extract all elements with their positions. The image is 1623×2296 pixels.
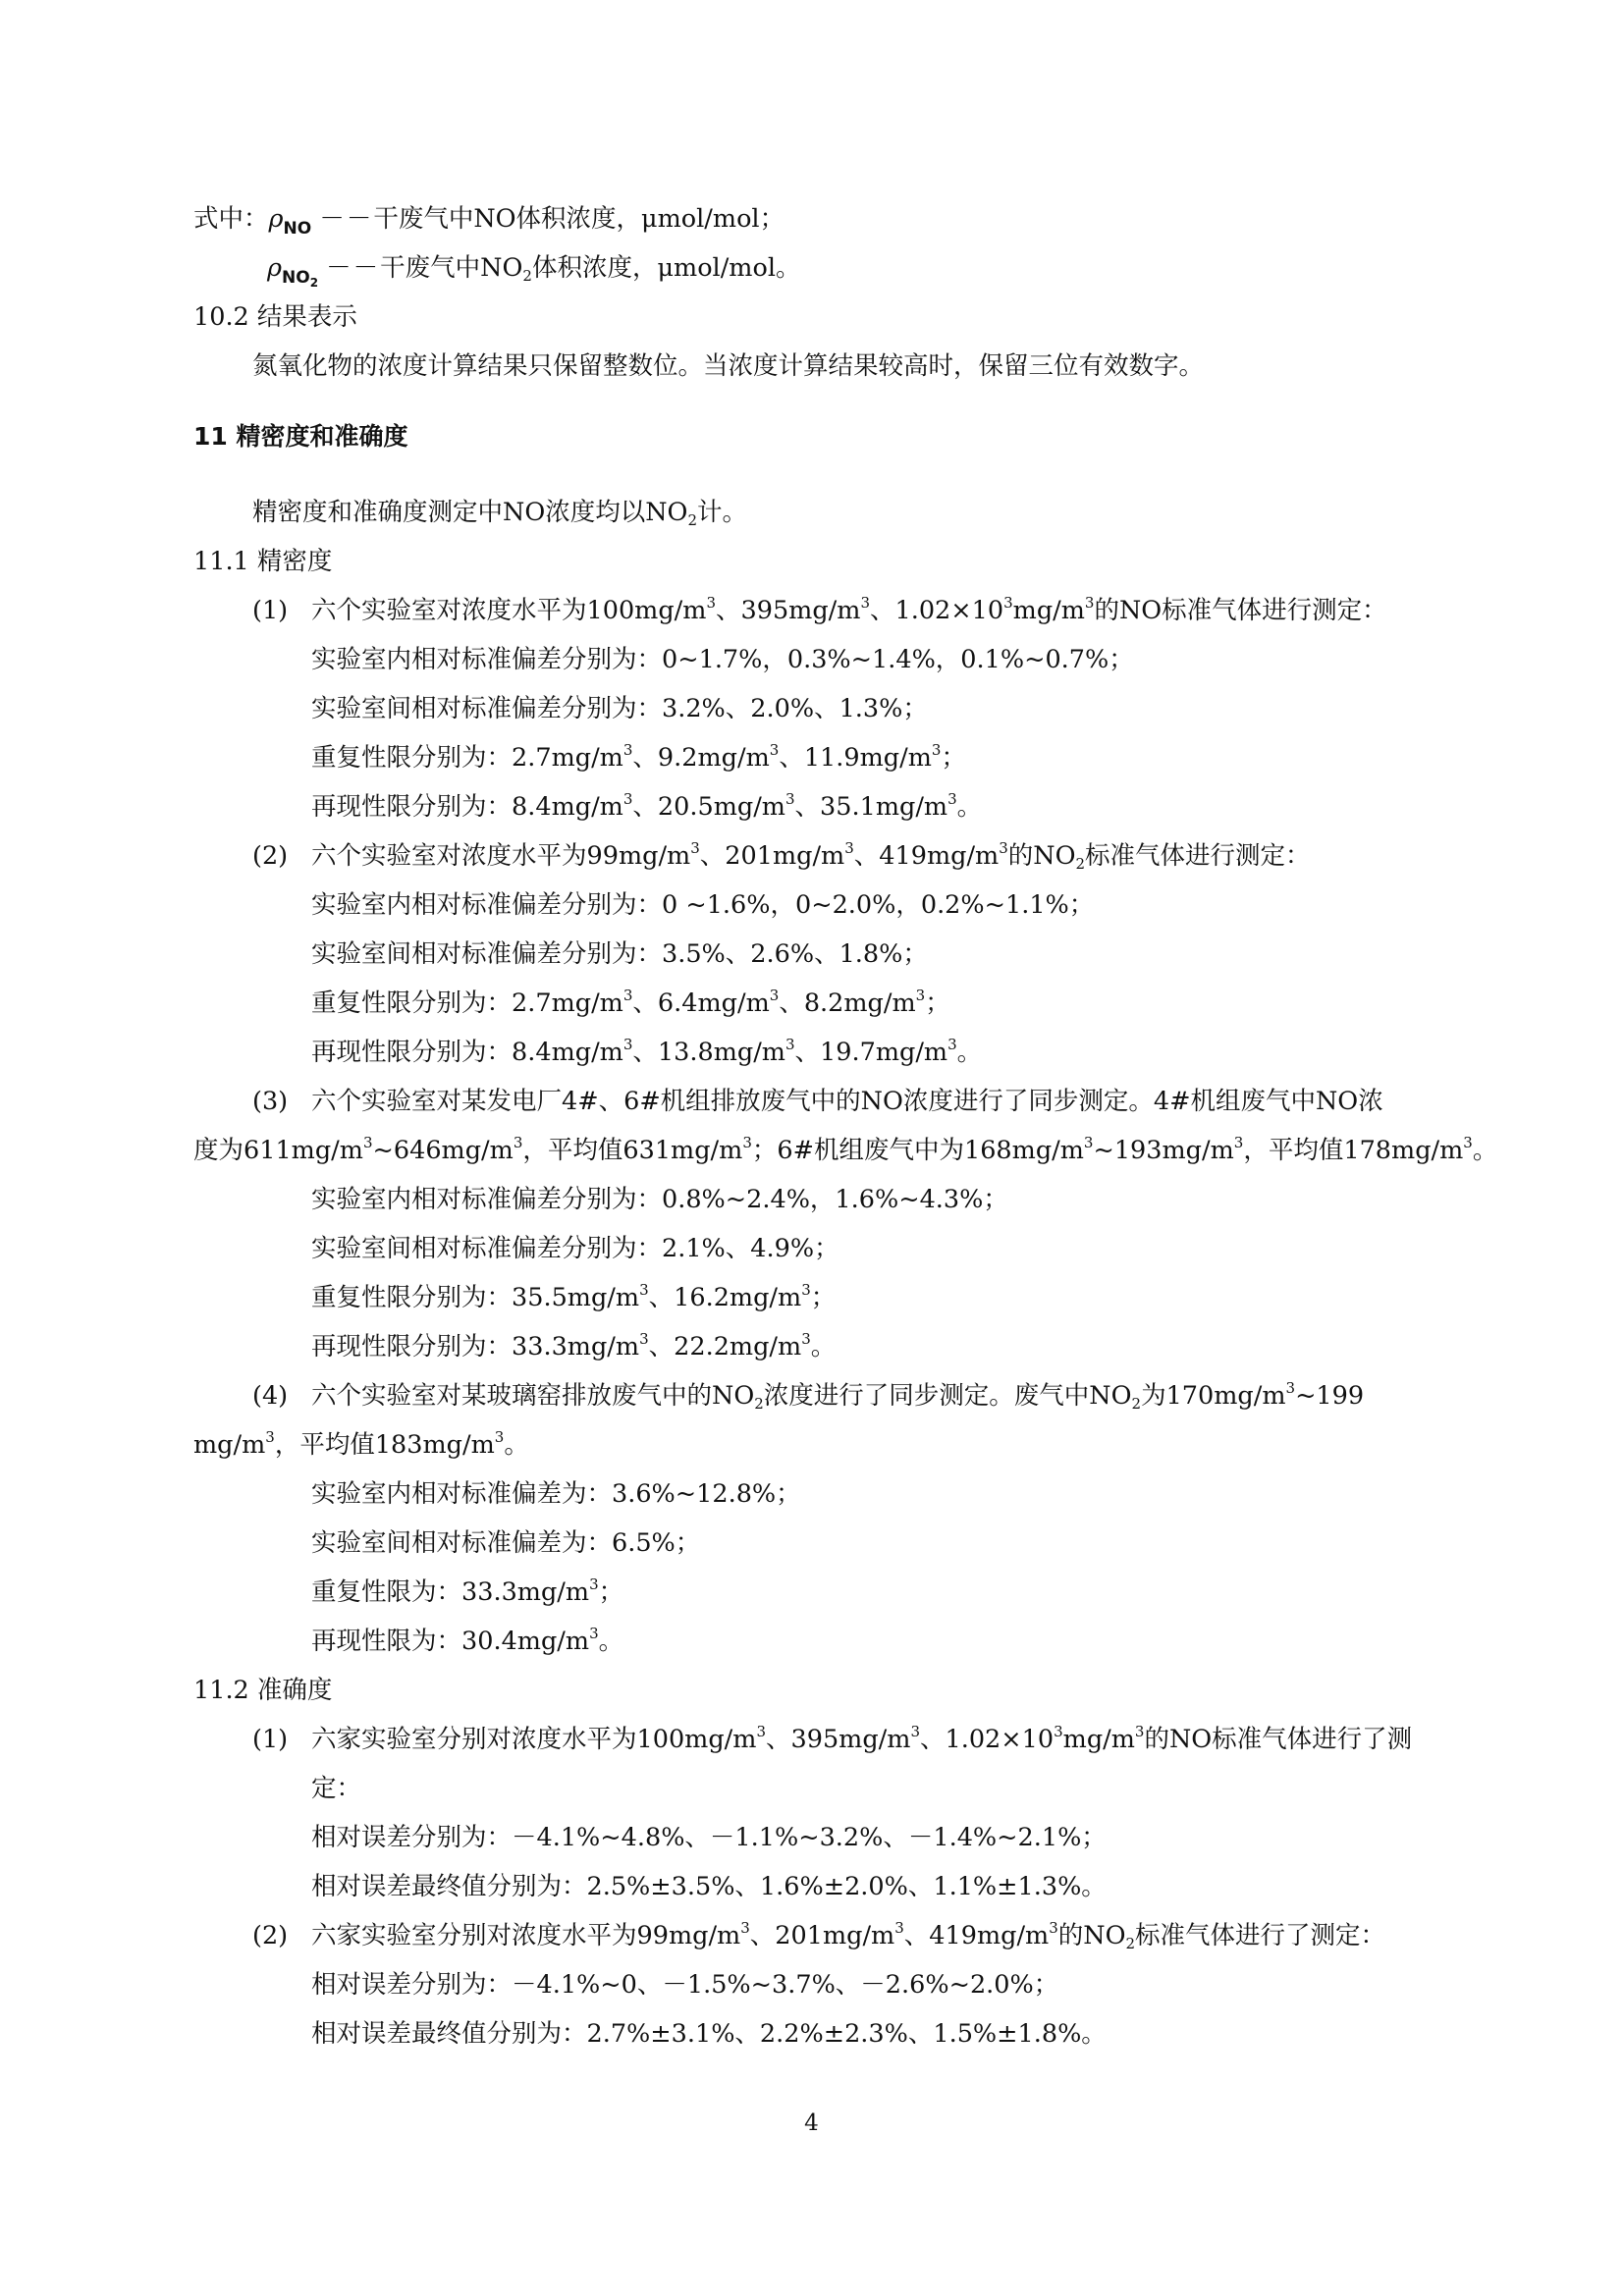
rho-subscript-no2: NO2 bbox=[282, 268, 319, 290]
formula-line-no bbox=[193, 201, 784, 237]
rho-subscript-no: NO bbox=[283, 219, 312, 239]
item-1-within-rsd: 实验室内相对标准偏差分别为：0~1.7%，0.3%~1.4%，0.1%~0.7%； bbox=[311, 645, 1134, 674]
precision-item-1: (1) 六个实验室对浓度水平为$100mg/m^3$、$395mg/m^3$、$1.02\times 10^3mg/m^3$的NO标准气体进行测定： bbox=[252, 594, 1387, 625]
item-2-repeatability: 重复性限分别为：$2.7mg/m^3$、$6.4mg/m^3$、$8.2mg/m^3$； bbox=[311, 987, 950, 1018]
section-11-intro: 精密度和准确度测定中NO浓度均以$NO_2$计。 bbox=[252, 498, 747, 529]
precision-item-3: (3) 六个实验室对某发电厂4#、6#机组排放废气中的NO浓度进行了同步测定。4#机组废气中NO浓 bbox=[252, 1087, 1383, 1116]
accuracy-item-2: (2) 六家实验室分别对浓度水平为$99mg/m^3$、$201mg/m^3$、$419mg/m^3$的$NO_2$标准气体进行了测定： bbox=[252, 1919, 1386, 1952]
accuracy-item-1-rel-err-final: 相对误差最终值分别为：2.5%±3.5%、1.6%±2.0%、1.1%±1.3%。 bbox=[311, 1872, 1107, 1901]
item-3-repeatability: 重复性限分别为：$35.5mg/m^3$、$16.2mg/m^3$； bbox=[311, 1281, 837, 1312]
formula-line-no2: $\rho_{NO_2}$ －－干废气中$NO_2$体积浓度，μmol/mol。 bbox=[267, 253, 801, 290]
dash: －－ bbox=[326, 253, 381, 283]
precision-item-2: (2) 六个实验室对浓度水平为$99mg/m^3$、$201mg/m^3$、$419mg/m^3$的$NO_2$标准气体进行测定： bbox=[252, 839, 1311, 873]
rho-symbol: ρ bbox=[267, 253, 282, 283]
item-4-repeatability: 重复性限为：$33.3mg/m^3$； bbox=[311, 1575, 624, 1607]
accuracy-item-1: (1) 六家实验室分别对浓度水平为$100mg/m^3$、$395mg/m^3$、$1.02\times 10^3mg/m^3$的NO标准气体进行了测 bbox=[252, 1723, 1413, 1754]
page-number: 4 bbox=[804, 2110, 819, 2136]
section-10-2-heading: 10.2 结果表示 bbox=[193, 302, 357, 332]
rho-symbol: ρ bbox=[268, 204, 284, 234]
section-10-2-paragraph: 氮氧化物的浓度计算结果只保留整数位。当浓度计算结果较高时，保留三位有效数字。 bbox=[252, 351, 1205, 381]
item-1-repeatability: 重复性限分别为：$2.7mg/m^3$、$9.2mg/m^3$、$11.9mg/m^3$； bbox=[311, 741, 966, 773]
accuracy-item-1-rel-err: 相对误差分别为：－4.1%~4.8%、－1.1%~3.2%、－1.4%~2.1%； bbox=[311, 1823, 1107, 1852]
item-3-between-rsd: 实验室间相对标准偏差分别为：2.1%、4.9%； bbox=[311, 1234, 839, 1263]
item-4-line2: $mg/m^3$，平均值$183mg/m^3$。 bbox=[193, 1428, 529, 1460]
item-3-within-rsd: 实验室内相对标准偏差分别为：0.8%~2.4%，1.6%~4.3%； bbox=[311, 1185, 1008, 1214]
section-11-2-heading: 11.2 准确度 bbox=[193, 1676, 333, 1705]
item-1-between-rsd: 实验室间相对标准偏差分别为：3.2%、2.0%、1.3%； bbox=[311, 694, 928, 723]
accuracy-item-2-rel-err: 相对误差分别为：－4.1%~0、－1.5%~3.7%、－2.6%~2.0%； bbox=[311, 1970, 1059, 2000]
dash: －－ bbox=[319, 204, 374, 234]
item-4-within-rsd: 实验室内相对标准偏差为：3.6%~12.8%； bbox=[311, 1479, 801, 1509]
item-4-reproducibility: 再现性限为：$30.4mg/m^3$。 bbox=[311, 1625, 624, 1656]
accuracy-item-2-rel-err-final: 相对误差最终值分别为：2.7%±3.1%、2.2%±2.3%、1.5%±1.8%。 bbox=[311, 2019, 1107, 2049]
formula-desc-no: 干废气中NO体积浓度，μmol/mol； bbox=[373, 204, 785, 234]
item-2-within-rsd: 实验室内相对标准偏差分别为：0 ~1.6%，0~2.0%，0.2%~1.1%； bbox=[311, 890, 1095, 920]
item-4-between-rsd: 实验室间相对标准偏差为：6.5%； bbox=[311, 1528, 701, 1558]
precision-item-4: (4) 六个实验室对某玻璃窑排放废气中的$NO_2$浓度进行了同步测定。废气中$NO_2$为$170mg/m^3\sim 199$ bbox=[252, 1379, 1365, 1413]
item-2-between-rsd: 实验室间相对标准偏差分别为：3.5%、2.6%、1.8%； bbox=[311, 939, 928, 969]
formula-prefix: 式中： bbox=[193, 204, 269, 234]
section-11-1-heading: 11.1 精密度 bbox=[193, 547, 333, 576]
item-1-reproducibility: 再现性限分别为：$8.4mg/m^3$、$20.5mg/m^3$、$35.1mg/m^3$。 bbox=[311, 790, 983, 822]
accuracy-item-1-cont: 定： bbox=[311, 1774, 362, 1803]
item-3-line2: 度为$611mg/m^3\sim 646mg/m^3$，平均值$631mg/m^3$；6#机组废气中为$168mg/m^3\sim 193mg/m^3$，平均值$178mg/m^3$。 bbox=[193, 1134, 1498, 1165]
item-3-reproducibility: 再现性限分别为：$33.3mg/m^3$、$22.2mg/m^3$。 bbox=[311, 1330, 837, 1362]
item-2-reproducibility: 再现性限分别为：$8.4mg/m^3$、$13.8mg/m^3$、$19.7mg/m^3$。 bbox=[311, 1036, 983, 1067]
section-11-heading: 11 精密度和准确度 bbox=[193, 422, 408, 451]
